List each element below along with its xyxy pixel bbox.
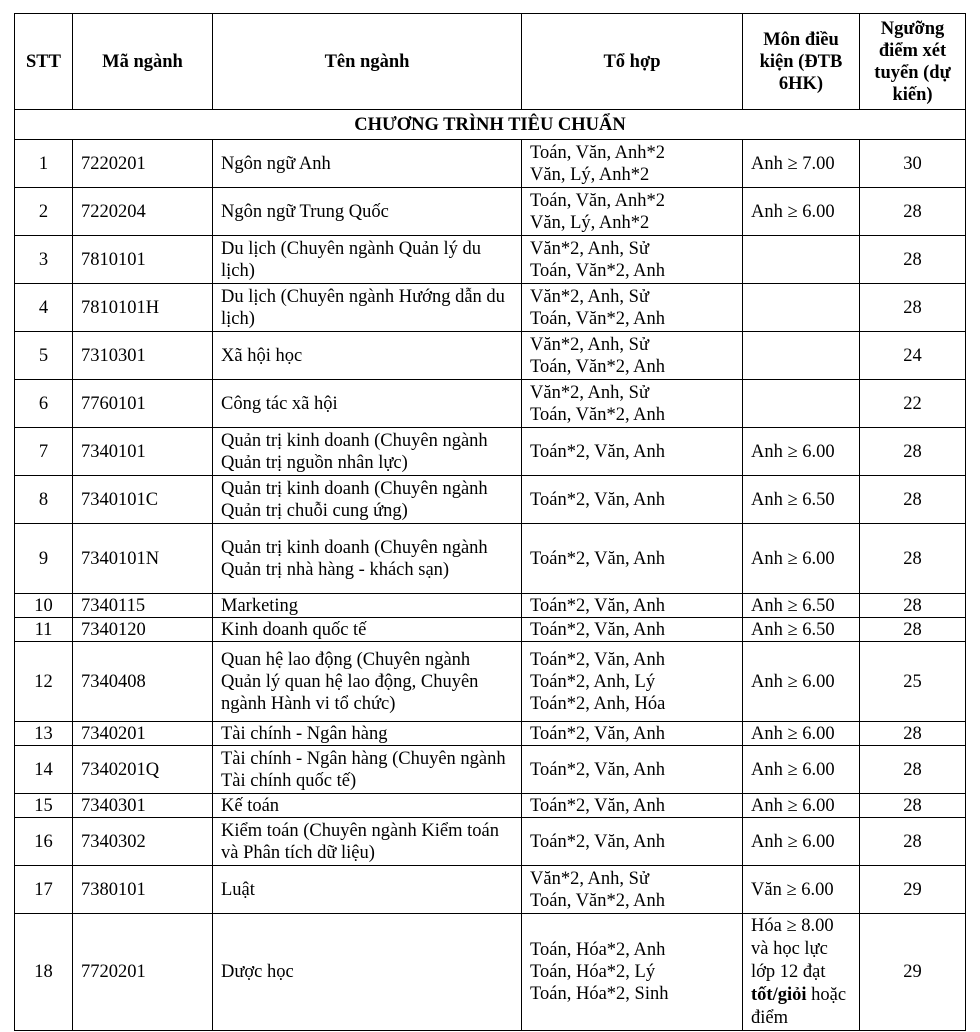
row-score: 28: [860, 524, 966, 594]
row-condition: Anh ≥ 6.00: [743, 188, 860, 236]
combo-line: Toán, Hóa*2, Sinh: [530, 984, 669, 1004]
row-name: Tài chính - Ngân hàng: [213, 722, 522, 746]
row-stt: 15: [15, 794, 73, 818]
row-condition: Anh ≥ 6.00: [743, 428, 860, 476]
table-row: [15, 642, 966, 722]
header-score: Ngưỡng điểm xét tuyển (dự kiến): [860, 14, 966, 110]
row-combos: [522, 794, 743, 818]
row-name: Kế toán: [213, 794, 522, 818]
row-code: 7720201: [73, 914, 213, 1031]
table-row: [15, 284, 966, 332]
table-row: [15, 818, 966, 866]
row-combos: [522, 140, 743, 188]
row-name: Dược học: [213, 914, 522, 1031]
row-code: 7340301: [73, 794, 213, 818]
row-score: 28: [860, 284, 966, 332]
row-stt: 9: [15, 524, 73, 594]
row-code: 7220204: [73, 188, 213, 236]
row-code: 7340101C: [73, 476, 213, 524]
condition-part: tốt/giỏi: [751, 985, 807, 1005]
row-condition: Anh ≥ 6.00: [743, 722, 860, 746]
row-score: 28: [860, 428, 966, 476]
row-name: Xã hội học: [213, 332, 522, 380]
row-score: 24: [860, 332, 966, 380]
row-code: 7340120: [73, 618, 213, 642]
table-row: [15, 428, 966, 476]
combo-line: Toán*2, Anh, Hóa: [530, 693, 666, 714]
row-name: Kiểm toán (Chuyên ngành Kiểm toán và Phân tích dữ liệu): [213, 818, 522, 866]
row-score: 28: [860, 722, 966, 746]
row-code: 7810101: [73, 236, 213, 284]
row-code: 7340115: [73, 594, 213, 618]
admission-table: [14, 13, 966, 1031]
combo-line: Toán*2, Văn, Anh: [530, 795, 666, 816]
row-condition: Anh ≥ 6.50: [743, 618, 860, 642]
row-combos: [522, 722, 743, 746]
row-code: 7340408: [73, 642, 213, 722]
row-condition: Anh ≥ 6.00: [743, 818, 860, 866]
row-stt: 7: [15, 428, 73, 476]
combo-line: Văn, Lý, Anh*2: [530, 212, 650, 233]
row-name: Du lịch (Chuyên ngành Hướng dẫn du lịch): [213, 284, 522, 332]
table-row: [15, 618, 966, 642]
row-name: Tài chính - Ngân hàng (Chuyên ngành Tài chính quốc tế): [213, 746, 522, 794]
row-score: 22: [860, 380, 966, 428]
combo-line: Toán, Hóa*2, Anh: [530, 940, 666, 960]
row-score: 28: [860, 594, 966, 618]
table-row: [15, 722, 966, 746]
combo-line: Toán, Văn*2, Anh: [530, 356, 666, 377]
combo-line: Toán, Văn*2, Anh: [530, 890, 666, 911]
table-row: [15, 866, 966, 914]
row-combos: [522, 284, 743, 332]
row-code: 7340101N: [73, 524, 213, 594]
condition-part: Hóa ≥ 8.00 và học lực lớp 12 đạt: [751, 916, 834, 982]
row-score: 29: [860, 866, 966, 914]
row-code: 7340101: [73, 428, 213, 476]
table-row: [15, 188, 966, 236]
table-row: [15, 746, 966, 794]
combo-line: Toán, Văn, Anh*2: [530, 142, 666, 163]
combo-line: Toán*2, Văn, Anh: [530, 548, 666, 569]
row-score: 28: [860, 746, 966, 794]
row-combos: [522, 642, 743, 722]
row-stt: 1: [15, 140, 73, 188]
combo-line: Toán, Hóa*2, Lý: [530, 962, 656, 982]
row-stt: 3: [15, 236, 73, 284]
table-row: [15, 794, 966, 818]
header-row: [15, 14, 966, 110]
row-stt: 6: [15, 380, 73, 428]
row-combos: [522, 380, 743, 428]
row-stt: 4: [15, 284, 73, 332]
combo-line: Văn, Lý, Anh*2: [530, 164, 650, 185]
row-stt: 2: [15, 188, 73, 236]
row-condition: [743, 380, 860, 428]
combo-line: Văn*2, Anh, Sử: [530, 382, 649, 403]
table-row: [15, 476, 966, 524]
table-row: [15, 380, 966, 428]
row-combos: [522, 866, 743, 914]
row-stt: 5: [15, 332, 73, 380]
row-stt: 17: [15, 866, 73, 914]
row-score: 28: [860, 476, 966, 524]
row-score: 28: [860, 794, 966, 818]
combo-line: Toán, Văn*2, Anh: [530, 404, 666, 425]
section-title: CHƯƠNG TRÌNH TIÊU CHUẨN: [15, 110, 966, 140]
row-stt: 18: [15, 914, 73, 1031]
row-condition: Anh ≥ 7.00: [743, 140, 860, 188]
row-condition: Văn ≥ 6.00: [743, 866, 860, 914]
row-code: 7340302: [73, 818, 213, 866]
combo-line: Toán, Văn*2, Anh: [530, 260, 666, 281]
row-condition: Anh ≥ 6.00: [743, 642, 860, 722]
row-stt: 12: [15, 642, 73, 722]
combo-line: Toán*2, Văn, Anh: [530, 619, 666, 640]
row-stt: 16: [15, 818, 73, 866]
header-name: Tên ngành: [213, 14, 522, 110]
table-row: [15, 140, 966, 188]
header-code: Mã ngành: [73, 14, 213, 110]
row-score: 30: [860, 140, 966, 188]
combo-line: Văn*2, Anh, Sử: [530, 868, 649, 889]
combo-line: Toán*2, Văn, Anh: [530, 489, 666, 510]
row-score: 25: [860, 642, 966, 722]
row-condition: [743, 284, 860, 332]
row-condition: Anh ≥ 6.00: [743, 746, 860, 794]
row-combos: [522, 428, 743, 476]
combo-line: Toán*2, Anh, Lý: [530, 671, 656, 692]
header-combo: Tổ hợp: [522, 14, 743, 110]
row-name: Quan hệ lao động (Chuyên ngành Quản lý quan hệ lao động, Chuyên ngành Hành vi tổ chức): [213, 642, 522, 722]
row-name: Du lịch (Chuyên ngành Quản lý du lịch): [213, 236, 522, 284]
row-score: 28: [860, 818, 966, 866]
row-condition: [743, 332, 860, 380]
row-name: Quản trị kinh doanh (Chuyên ngành Quản trị chuỗi cung ứng): [213, 476, 522, 524]
row-combos: [522, 332, 743, 380]
row-combos: [522, 188, 743, 236]
row-condition: Anh ≥ 6.50: [743, 594, 860, 618]
combo-line: Toán*2, Văn, Anh: [530, 831, 666, 852]
row-code: 7810101H: [73, 284, 213, 332]
row-code: 7340201Q: [73, 746, 213, 794]
row-combos: [522, 594, 743, 618]
row-stt: 14: [15, 746, 73, 794]
row-stt: 11: [15, 618, 73, 642]
row-score: 29: [860, 914, 966, 1031]
combo-line: Toán, Văn, Anh*2: [530, 190, 666, 211]
section-row: [15, 110, 966, 140]
row-name: Ngôn ngữ Anh: [213, 140, 522, 188]
row-combos: [522, 914, 743, 1031]
combo-line: Toán*2, Văn, Anh: [530, 649, 666, 670]
row-condition: [743, 914, 860, 1031]
row-score: 28: [860, 236, 966, 284]
table-row: [15, 524, 966, 594]
row-condition: Anh ≥ 6.50: [743, 476, 860, 524]
combo-line: Văn*2, Anh, Sử: [530, 238, 649, 259]
row-combos: [522, 476, 743, 524]
combo-line: Toán, Văn*2, Anh: [530, 308, 666, 329]
row-code: 7340201: [73, 722, 213, 746]
row-name: Ngôn ngữ Trung Quốc: [213, 188, 522, 236]
row-combos: [522, 818, 743, 866]
row-stt: 10: [15, 594, 73, 618]
header-condition: Môn điều kiện (ĐTB 6HK): [743, 14, 860, 110]
row-name: Công tác xã hội: [213, 380, 522, 428]
row-condition: Anh ≥ 6.00: [743, 794, 860, 818]
table-row: [15, 332, 966, 380]
row-name: Quản trị kinh doanh (Chuyên ngành Quản trị nguồn nhân lực): [213, 428, 522, 476]
row-name: Luật: [213, 866, 522, 914]
combo-line: Văn*2, Anh, Sử: [530, 334, 649, 355]
row-stt: 8: [15, 476, 73, 524]
combo-line: Toán*2, Văn, Anh: [530, 595, 666, 616]
combo-line: Toán*2, Văn, Anh: [530, 723, 666, 744]
row-code: 7310301: [73, 332, 213, 380]
row-combos: [522, 524, 743, 594]
row-combos: [522, 236, 743, 284]
row-code: 7760101: [73, 380, 213, 428]
table-row: [15, 914, 966, 1031]
row-stt: 13: [15, 722, 73, 746]
row-name: Kinh doanh quốc tế: [213, 618, 522, 642]
row-name: Quản trị kinh doanh (Chuyên ngành Quản trị nhà hàng - khách sạn): [213, 524, 522, 594]
condition-part: hoặc điểm: [751, 985, 847, 1028]
table-row: [15, 236, 966, 284]
combo-line: Văn*2, Anh, Sử: [530, 286, 649, 307]
row-score: 28: [860, 618, 966, 642]
row-score: 28: [860, 188, 966, 236]
combo-line: Toán*2, Văn, Anh: [530, 441, 666, 462]
row-condition: [743, 236, 860, 284]
row-code: 7220201: [73, 140, 213, 188]
combo-line: Toán*2, Văn, Anh: [530, 759, 666, 780]
table-row: [15, 594, 966, 618]
row-code: 7380101: [73, 866, 213, 914]
row-combos: [522, 618, 743, 642]
header-stt: STT: [15, 14, 73, 110]
row-condition: Anh ≥ 6.00: [743, 524, 860, 594]
row-name: Marketing: [213, 594, 522, 618]
row-combos: [522, 746, 743, 794]
